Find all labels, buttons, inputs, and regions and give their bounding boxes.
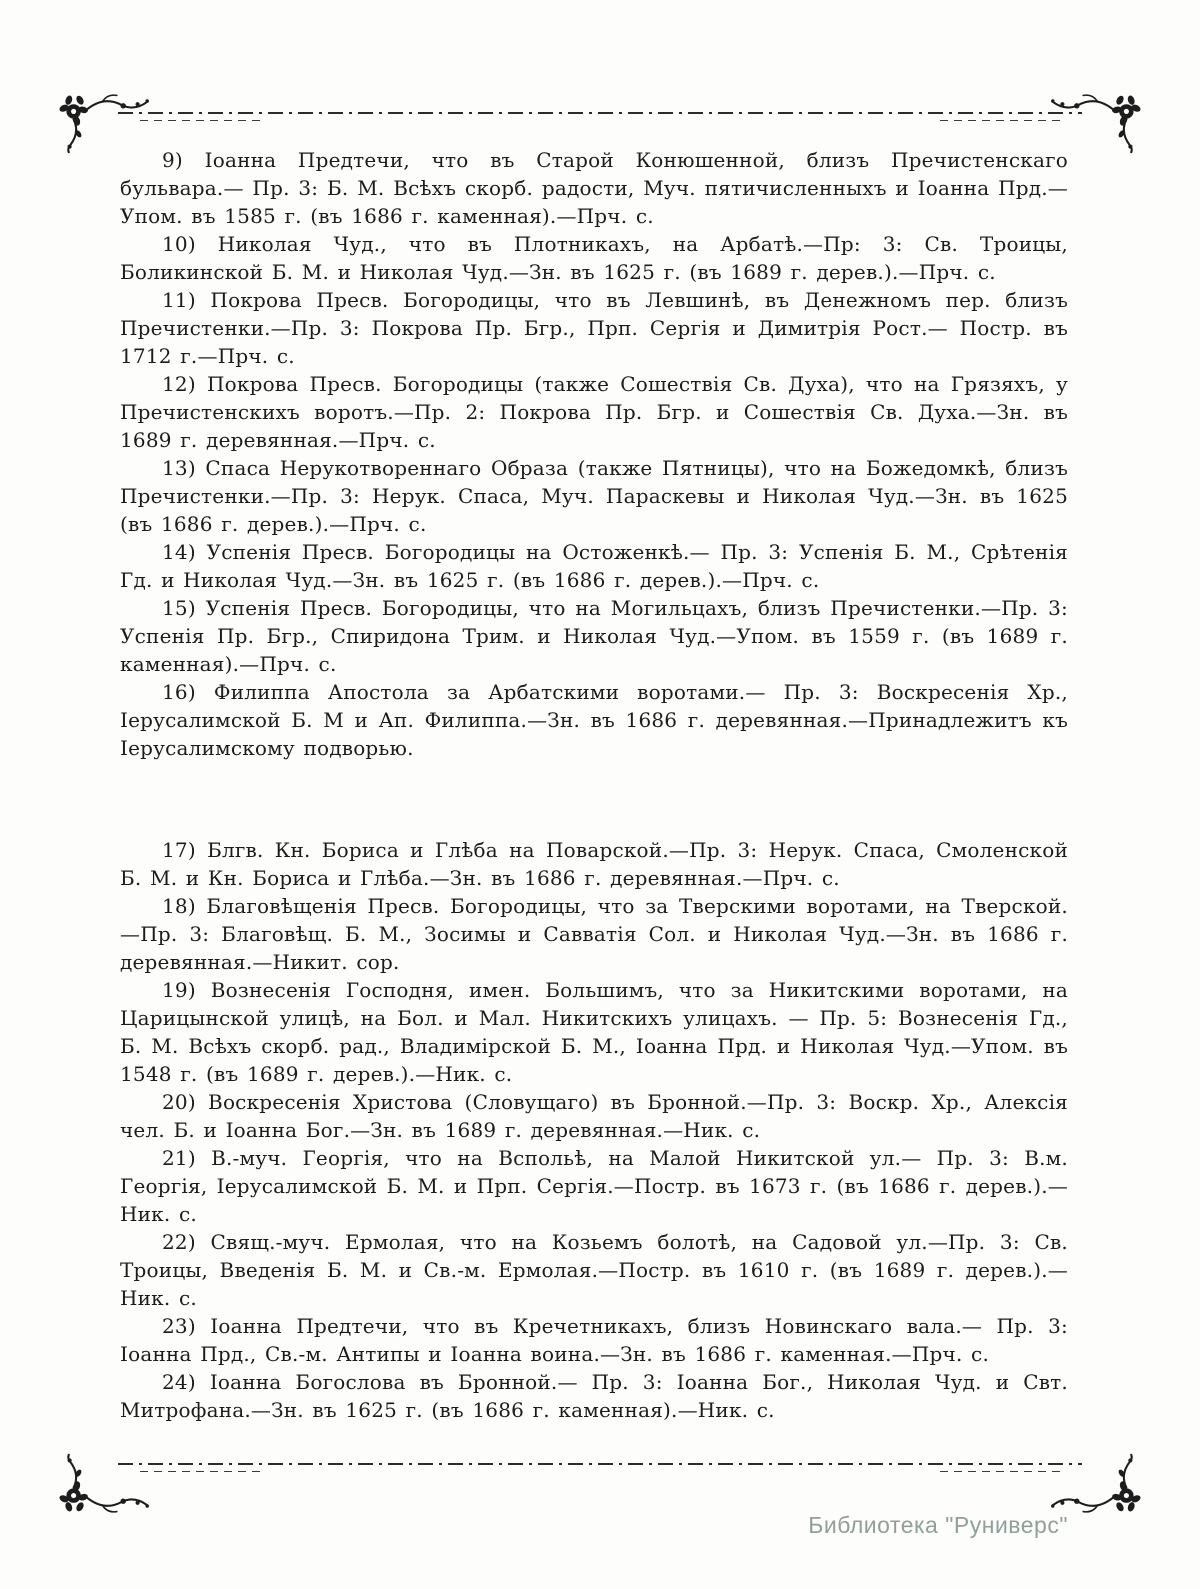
paragraph: 21) В.-муч. Георгія, что на Вспольѣ, на Малой Никитской ул.— Пр. 3: В.м. Георгія, Іерусалимской Б. М. и Прп. Сергія.—Постр. въ 1673 г. (въ 1686 г. дерев.).— Ник. с. (120, 1146, 1068, 1226)
paragraph: 11) Покрова Пресв. Богородицы, что въ Левшинѣ, въ Денежномъ пер. близъ Пречистенки.—Пр. 3: Покрова Пр. Бгр., Прп. Сергія и Димитрія Рост.— Постр. въ 1712 г.—Прч. с. (120, 288, 1068, 368)
paragraph: 20) Воскресенія Христова (Словущаго) въ Бронной.—Пр. 3: Воскр. Хр., Алексія чел. Б. и Іоанна Бог.—Зн. въ 1689 г. деревянная.—Ник. с. (120, 1090, 1068, 1142)
paragraph: 17) Блгв. Кн. Бориса и Глѣба на Поварской.—Пр. 3: Нерук. Спаса, Смоленской Б. М. и Кн. Бориса и Глѣба.—Зн. въ 1686 г. деревянная.—Прч. с. (120, 838, 1068, 890)
bottom-border-rule-accent (140, 1471, 260, 1472)
paragraph: 13) Спаса Нерукотвореннаго Образа (также Пятницы), что на Божедомкѣ, близъ Пречистенки.—Пр. 3: Нерук. Спаса, Муч. Параскевы и Николая Чуд.—Зн. въ 1625 (въ 1686 г. дерев.).—Прч. с. (120, 456, 1068, 536)
floral-corner-ornament-icon (56, 1447, 152, 1525)
text-block (120, 146, 1068, 1424)
paragraph: 24) Іоанна Богослова въ Бронной.— Пр. 3: Іоанна Бог., Николая Чуд. и Свт. Митрофана.—Зн. въ 1625 г. (въ 1686 г. каменная).—Ник. с. (120, 1370, 1068, 1422)
bottom-border-rule-accent (940, 1471, 1060, 1472)
paragraph: 23) Іоанна Предтечи, что въ Кречетникахъ, близъ Новинскаго вала.— Пр. 3: Іоанна Прд., Св.-м. Антипы и Іоанна воина.—Зн. въ 1686 г. каменная.—Прч. с. (120, 1314, 1068, 1366)
paragraph: 16) Филиппа Апостола за Арбатскими воротами.— Пр. 3: Воскресенія Хр., Іерусалимской Б. М и Ап. Филиппа.—Зн. въ 1686 г. деревянная.—Принадлежитъ къ Іерусалимскому подворью. (120, 680, 1068, 760)
church-list-section-1 (120, 146, 1068, 762)
library-watermark: Библиотека "Руниверс" (808, 1512, 1068, 1538)
paragraph: 15) Успенія Пресв. Богородицы, что на Могильцахъ, близъ Пречистенки.—Пр. 3: Успенія Пр. Бгр., Спиридона Трим. и Николая Чуд.—Упом. въ 1559 г. (въ 1689 г. каменная).—Прч. с. (120, 596, 1068, 676)
paragraph: 10) Николая Чуд., что въ Плотникахъ, на Арбатѣ.—Пр: 3: Св. Троицы, Боликинской Б. М. и Николая Чуд.—Зн. въ 1625 г. (въ 1689 г. дерев.).—Прч. с. (120, 232, 1068, 284)
paragraph: 22) Свящ.-муч. Ермолая, что на Козьемъ болотѣ, на Садовой ул.—Пр. 3: Св. Троицы, Введенія Б. М. и Св.-м. Ермолая.—Постр. въ 1610 г. (въ 1689 г. дерев.).—Ник. с. (120, 1230, 1068, 1310)
paragraph: 19) Вознесенія Господня, имен. Большимъ, что за Никитскими воротами, на Царицынской улицѣ, на Бол. и Мал. Никитскихъ улицахъ. — Пр. 5: Вознесенія Гд., Б. М. Всѣхъ скорб. рад., Владимірской Б. М., Іоанна Прд. и Николая Чуд.—Упом. въ 1548 г. (въ 1689 г. дерев.).—Ник. с. (120, 978, 1068, 1086)
paragraph: 12) Покрова Пресв. Богородицы (также Сошествія Св. Духа), что на Грязяхъ, у Пречистенскихъ воротъ.—Пр. 2: Покрова Пр. Бгр. и Сошествія Св. Духа.—Зн. въ 1689 г. деревянная.—Прч. с. (120, 372, 1068, 452)
paragraph: 14) Успенія Пресв. Богородицы на Остоженкѣ.— Пр. 3: Успенія Б. М., Срѣтенія Гд. и Николая Чуд.—Зн. въ 1625 г. (въ 1686 г. дерев.).—Прч. с. (120, 540, 1068, 592)
top-border-rule-accent (940, 120, 1060, 121)
paragraph: 18) Благовѣщенія Пресв. Богородицы, что за Тверскими воротами, на Тверской.—Пр. 3: Благовѣщ. Б. М., Зосимы и Савватія Сол. и Николая Чуд.—Зн. въ 1686 г. деревянная.—Никит. сор. (120, 894, 1068, 974)
top-border-rule (118, 112, 1082, 114)
church-list-section-2 (120, 836, 1068, 1424)
top-border-rule-accent (140, 120, 260, 121)
bottom-border-rule (118, 1463, 1082, 1465)
paragraph: 9) Іоанна Предтечи, что въ Старой Конюшенной, близъ Пречистенскаго бульвара.— Пр. 3: Б. М. Всѣхъ скорб. радости, Муч. пятичисленныхъ и Іоанна Прд.—Упом. въ 1585 г. (въ 1686 г. каменная).—Прч. с. (120, 148, 1068, 228)
